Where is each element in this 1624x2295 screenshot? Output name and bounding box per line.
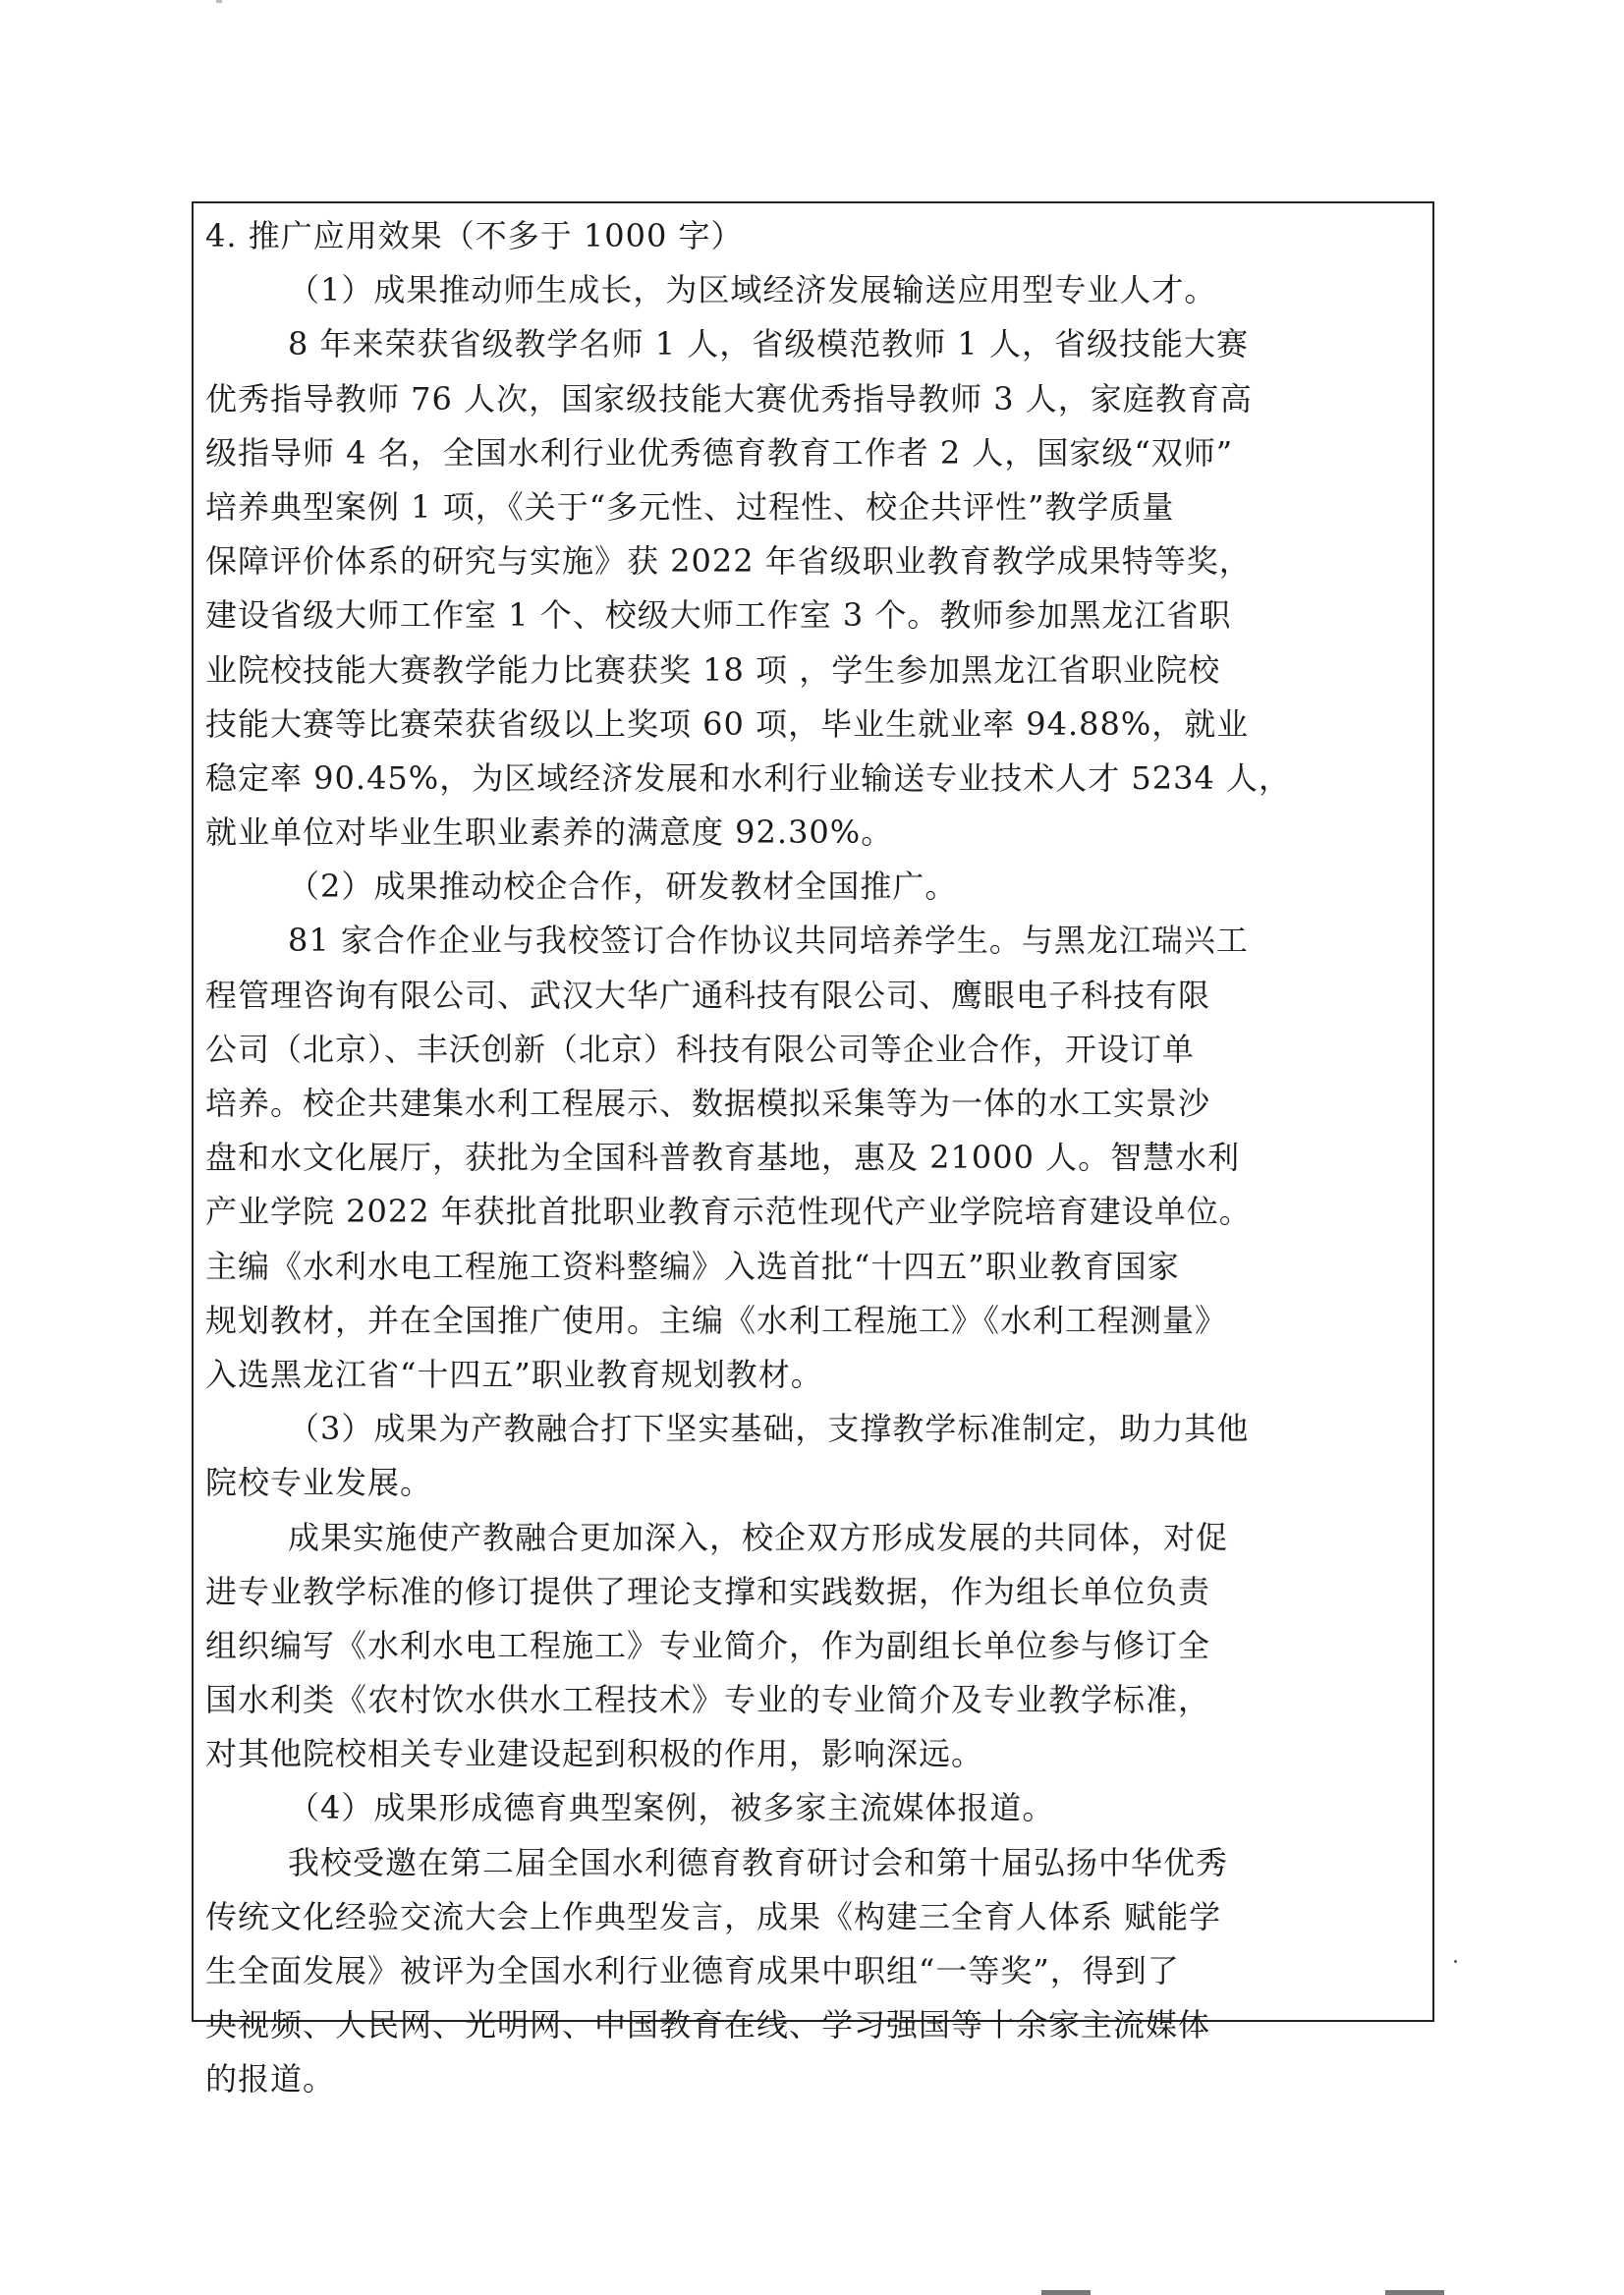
paragraph-line: 程管理咨询有限公司、武汉大华广通科技有限公司、鹰眼电子科技有限 bbox=[205, 976, 1211, 1014]
paragraph-line: 培养。校企共建集水利工程展示、数据模拟采集等为一体的水工实景沙 bbox=[205, 1085, 1211, 1122]
paragraph-line: 盘和水文化展厅，获批为全国科普教育基地，惠及 21000 人。智慧水利 bbox=[205, 1139, 1241, 1177]
subheading-line: （3）成果为产教融合打下坚实基础，支撑教学标准制定，助力其他 bbox=[288, 1410, 1250, 1448]
paragraph-line: 进专业教学标准的修订提供了理论支撑和实践数据，作为组长单位负责 bbox=[205, 1572, 1211, 1610]
paragraph-line: 优秀指导教师 76 人次，国家级技能大赛优秀指导教师 3 人，家庭教育高 bbox=[205, 379, 1253, 418]
paragraph-line: 培养典型案例 1 项，《关于“多元性、过程性、校企共评性”教学质量 bbox=[205, 487, 1175, 526]
section-heading: 4. 推广应用效果（不多于 1000 字） bbox=[205, 217, 744, 254]
paragraph-line: 传统文化经验交流大会上作典型发言，成果《构建三全育人体系 赋能学 bbox=[205, 1897, 1222, 1935]
paragraph-line: 成果实施使产教融合更加深入，校企双方形成发展的共同体，对促 bbox=[288, 1518, 1229, 1556]
paragraph-line: 入选黑龙江省“十四五”职业教育规划教材。 bbox=[205, 1355, 823, 1393]
subheading-line: （4）成果形成德育典型案例，被多家主流媒体报道。 bbox=[288, 1789, 1055, 1827]
section-body bbox=[205, 263, 1419, 2106]
paragraph-line: 生全面发展》被评为全国水利行业德育成果中职组“一等奖”，得到了 bbox=[205, 1952, 1180, 1989]
scan-dot bbox=[1454, 1960, 1457, 1963]
section-content bbox=[205, 209, 1419, 2107]
paragraph-line: 对其他院校相关专业建设起到积极的作用，影响深远。 bbox=[205, 1735, 984, 1773]
subheading-line: （2）成果推动校企合作，研发教材全国推广。 bbox=[288, 868, 958, 906]
paragraph-line: 稳定率 90.45%，为区域经济发展和水利行业输送专业技术人才 5234 人， bbox=[205, 758, 1291, 797]
paragraph-line: 产业学院 2022 年获批首批职业教育示范性现代产业学院培育建设单位。 bbox=[205, 1193, 1252, 1231]
paragraph-line: 81 家合作企业与我校签订合作协议共同培养学生。与黑龙江瑞兴工 bbox=[288, 922, 1249, 960]
paragraph-line: 技能大赛等比赛荣获省级以上奖项 60 项，毕业生就业率 94.88%，就业 bbox=[205, 704, 1250, 743]
paragraph-line: 就业单位对毕业生职业素养的满意度 92.30%。 bbox=[205, 813, 894, 852]
subheading-line: （1）成果推动师生成长，为区域经济发展输送应用型专业人才。 bbox=[288, 271, 1217, 309]
paragraph-line: 的报道。 bbox=[205, 2060, 336, 2099]
form-table-cell bbox=[192, 201, 1434, 2099]
scan-mark bbox=[216, 0, 222, 3]
paragraph-line: 院校专业发展。 bbox=[205, 1464, 433, 1502]
scan-edge-mark bbox=[1385, 2290, 1444, 2295]
paragraph-line: 规划教材，并在全国推广使用。主编《水利工程施工》《水利工程测量》 bbox=[205, 1301, 1228, 1339]
paragraph-line: 我校受邀在第二届全国水利德育教育研讨会和第十届弘扬中华优秀 bbox=[288, 1843, 1229, 1881]
paragraph-line: 保障评价体系的研究与实施》获 2022 年省级职业教育教学成果特等奖， bbox=[205, 542, 1252, 581]
paragraph-line: 央视频、人民网、光明网、中国教育在线、学习强国等十余家主流媒体 bbox=[205, 2006, 1211, 2044]
scan-edge-mark bbox=[1041, 2290, 1091, 2295]
paragraph-line: 建设省级大师工作室 1 个、校级大师工作室 3 个。教师参加黑龙江省职 bbox=[205, 596, 1232, 635]
paragraph-line: 组织编写《水利水电工程施工》专业简介，作为副组长单位参与修订全 bbox=[205, 1626, 1211, 1664]
paragraph-line: 8 年来荣获省级教学名师 1 人，省级模范教师 1 人，省级技能大赛 bbox=[288, 325, 1249, 364]
paragraph-line: 国水利类《农村饮水供水工程技术》专业的专业简介及专业教学标准， bbox=[205, 1681, 1211, 1719]
paragraph-line: 公司（北京）、丰沃创新（北京）科技有限公司等企业合作，开设订单 bbox=[205, 1030, 1196, 1068]
paragraph-line: 级指导师 4 名，全国水利行业优秀德育教育工作者 2 人，国家级“双师” bbox=[205, 433, 1234, 472]
paragraph-line: 业院校技能大赛教学能力比赛获奖 18 项 ，学生参加黑龙江省职业院校 bbox=[205, 650, 1221, 689]
paragraph-line: 主编《水利水电工程施工资料整编》入选首批“十四五”职业教育国家 bbox=[205, 1247, 1180, 1285]
